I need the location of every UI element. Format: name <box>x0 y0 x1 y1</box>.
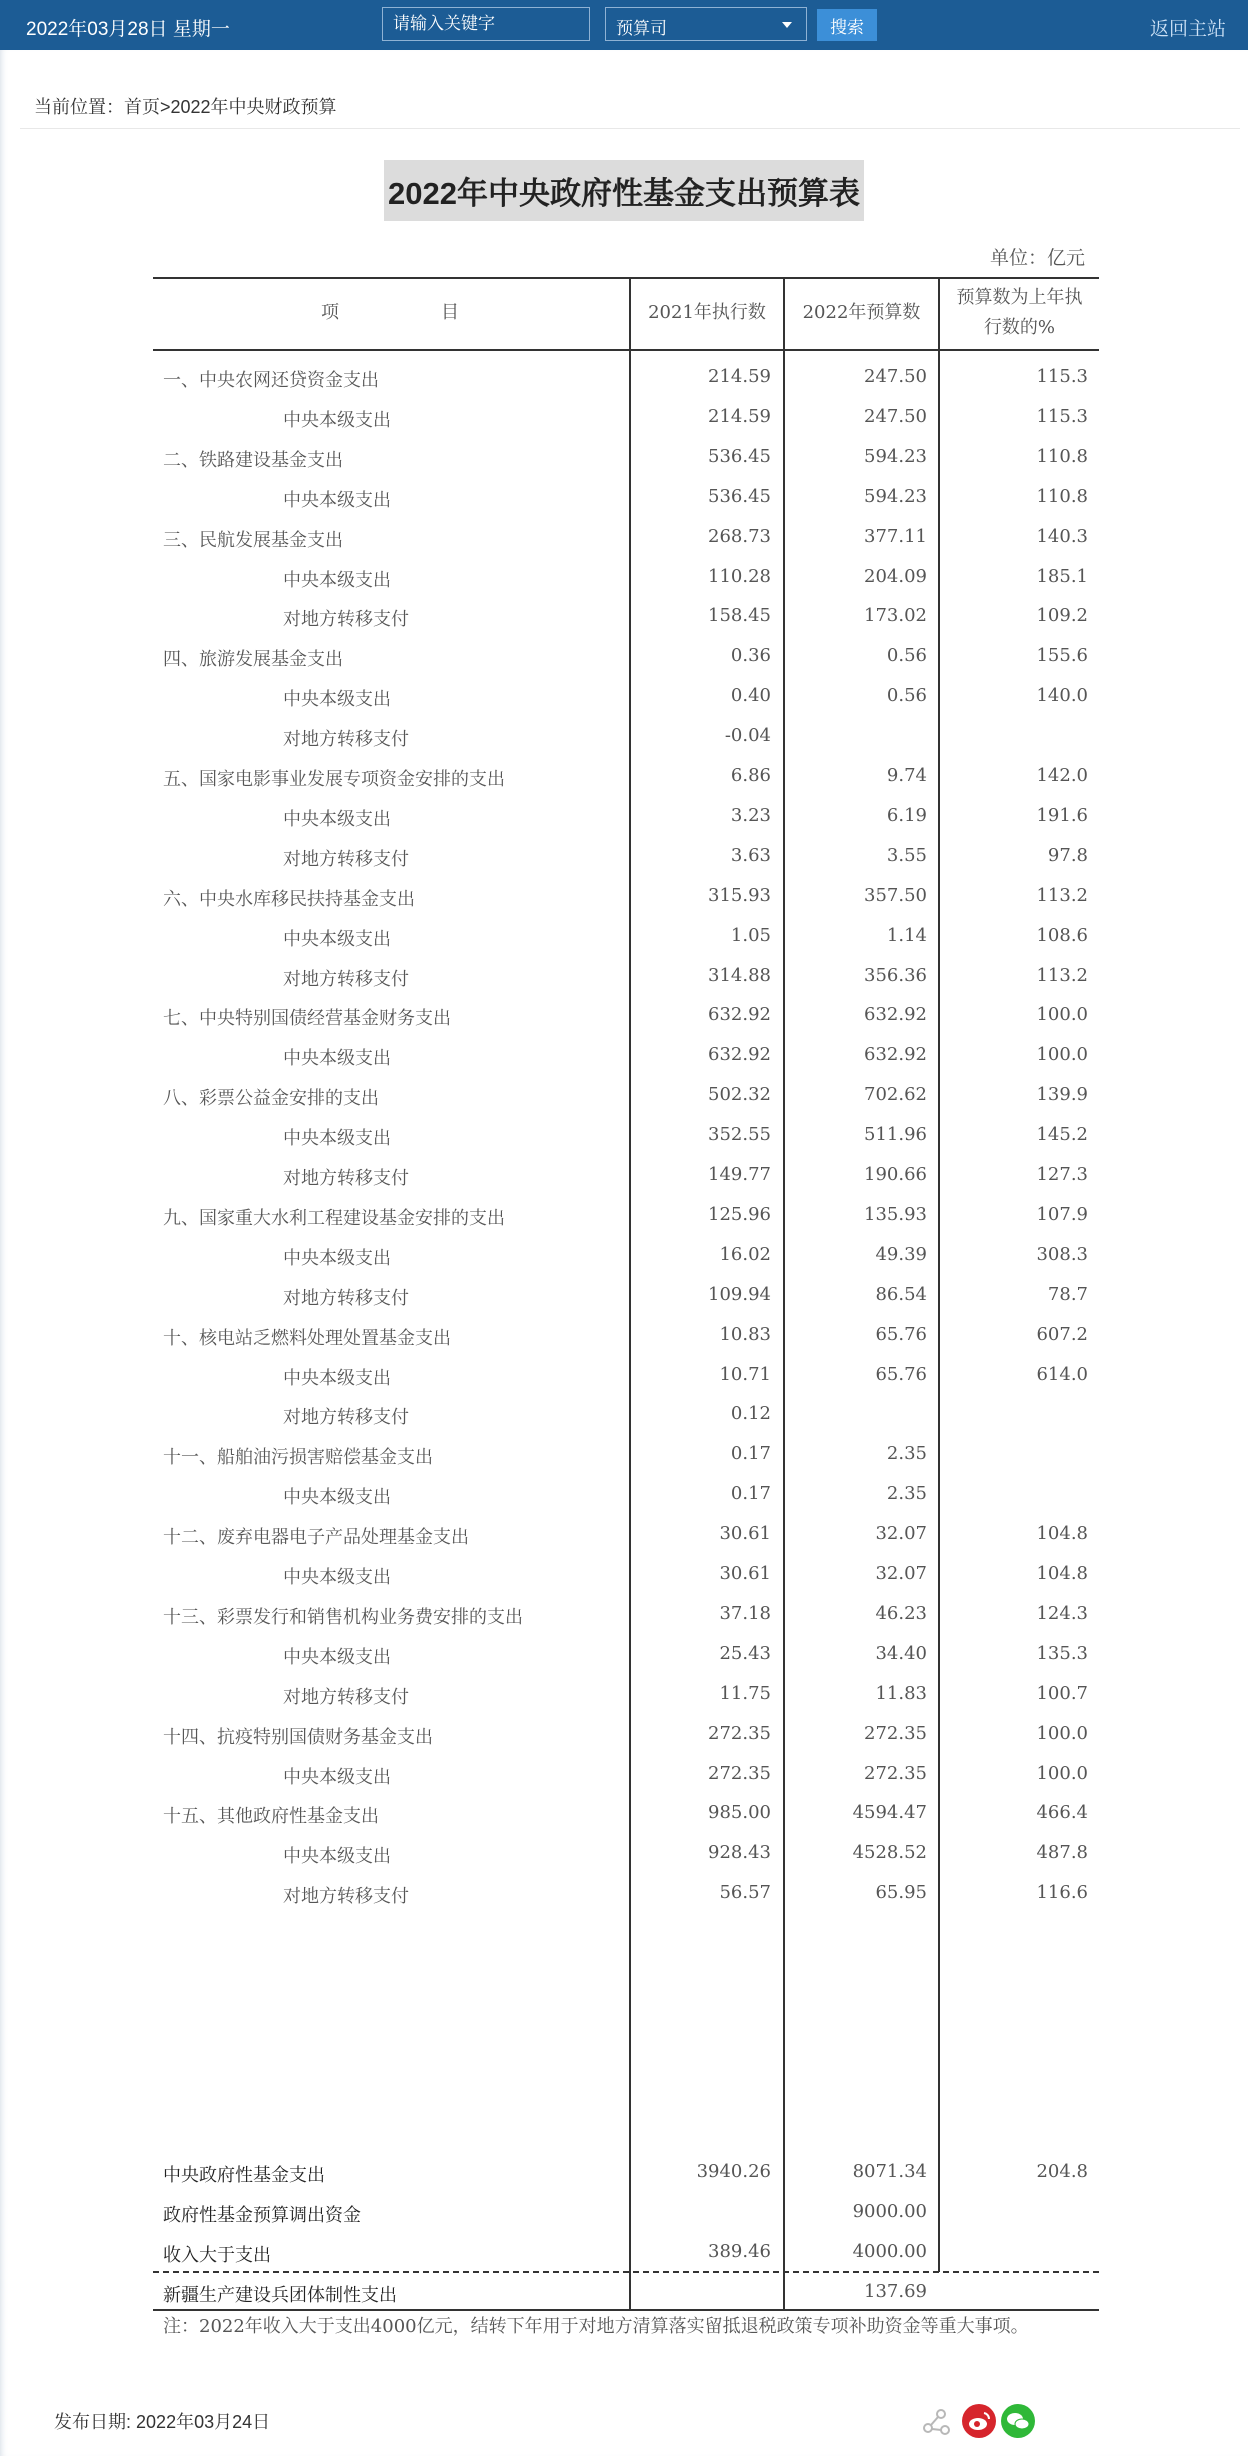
row-value: 173.02 <box>864 605 927 627</box>
summary-value: 9000.00 <box>852 2201 927 2222</box>
row-value: 272.35 <box>708 1722 771 1744</box>
row-value: 110.8 <box>1036 485 1088 507</box>
row-label: 中央本级支出 <box>283 409 391 431</box>
row-value: 0.56 <box>886 685 927 707</box>
row-value: 10.83 <box>719 1323 771 1345</box>
row-value: 536.45 <box>708 485 771 507</box>
row-value: 46.23 <box>875 1602 927 1624</box>
row-label: 中央本级支出 <box>283 1487 391 1509</box>
return-home-link[interactable]: 返回主站 <box>1149 19 1226 40</box>
row-value: 0.17 <box>730 1483 771 1505</box>
row-value: 145.2 <box>1036 1124 1088 1146</box>
table-row <box>153 1316 1099 1356</box>
row-value: 0.17 <box>730 1443 771 1465</box>
table-row <box>153 1595 1099 1635</box>
row-label: 十三、彩票发行和销售机构业务费安排的支出 <box>163 1606 523 1628</box>
row-value: 25.43 <box>719 1642 771 1664</box>
row-value: 140.3 <box>1036 525 1088 547</box>
breadcrumb-separator: > <box>160 97 171 117</box>
row-value: 109.2 <box>1036 605 1088 627</box>
row-label: 中央本级支出 <box>283 1128 391 1150</box>
row-label: 十二、废弃电器电子产品处理基金支出 <box>163 1527 469 1549</box>
row-label: 四、旅游发展基金支出 <box>163 649 343 671</box>
row-value: 142.0 <box>1036 765 1088 786</box>
row-value: 1.05 <box>730 924 771 946</box>
table-subrow <box>153 917 1099 957</box>
breadcrumb-label: 当前位置： <box>34 97 124 117</box>
row-value: 104.8 <box>1036 1563 1088 1584</box>
row-value: 65.95 <box>875 1882 927 1904</box>
summary-label: 收入大于支出 <box>163 2245 271 2265</box>
row-value: 100.7 <box>1036 1682 1088 1704</box>
row-value: 97.8 <box>1047 844 1088 866</box>
row-value: 3.63 <box>730 844 771 866</box>
summary-label: 新疆生产建设兵团体制性支出 <box>163 2285 397 2305</box>
summary-value: 8071.34 <box>852 2161 927 2182</box>
table-row <box>153 518 1099 558</box>
row-value: 308.3 <box>1036 1243 1088 1265</box>
row-label: 中央本级支出 <box>283 1367 391 1389</box>
row-value: 107.9 <box>1036 1203 1088 1225</box>
row-value: 4528.52 <box>852 1842 927 1864</box>
row-value: 6.86 <box>730 765 771 786</box>
row-value: 214.59 <box>708 405 771 427</box>
summary-value: 3940.26 <box>696 2161 771 2182</box>
row-value: 11.83 <box>875 1682 927 1704</box>
row-value: 632.92 <box>708 1044 771 1066</box>
table-row <box>153 996 1099 1036</box>
table-subrow <box>153 1395 1099 1435</box>
row-value: 357.50 <box>864 884 927 906</box>
summary-row <box>153 2233 1099 2273</box>
row-value: 135.3 <box>1036 1642 1088 1664</box>
row-label: 五、国家电影事业发展专项资金安排的支出 <box>163 769 505 790</box>
table-row <box>153 1515 1099 1555</box>
row-value: 702.62 <box>864 1084 927 1106</box>
table-header-border <box>153 349 1099 351</box>
row-value: 9.74 <box>886 765 927 786</box>
header-percent <box>940 277 1099 349</box>
row-value: 0.40 <box>730 685 771 707</box>
table-subrow <box>153 677 1099 717</box>
row-label: 三、民航发展基金支出 <box>163 529 343 551</box>
row-label: 中央本级支出 <box>283 1846 391 1868</box>
row-value: 3.23 <box>730 804 771 826</box>
row-value: 185.1 <box>1036 565 1088 587</box>
row-value: 116.6 <box>1036 1882 1088 1904</box>
table-subrow <box>153 1874 1099 1914</box>
publish-date-value: 2022年03月24日 <box>136 2412 271 2432</box>
row-value: 985.00 <box>708 1802 771 1824</box>
row-value: 466.4 <box>1036 1802 1088 1824</box>
row-value: 315.93 <box>708 884 771 906</box>
row-label: 七、中央特别国债经营基金财务支出 <box>163 1008 451 1030</box>
search-button[interactable]: 搜索 <box>817 9 877 41</box>
row-label: 中央本级支出 <box>283 1048 391 1070</box>
title-wrap <box>0 160 1248 221</box>
row-value: 204.09 <box>864 565 927 587</box>
breadcrumb-current-link[interactable]: 2022年中央财政预算 <box>170 97 337 117</box>
row-label: 六、中央水库移民扶持基金支出 <box>163 888 415 910</box>
breadcrumb-divider <box>20 128 1240 129</box>
header-percent-line2: 行数的% <box>983 317 1056 338</box>
table-subrow <box>153 797 1099 837</box>
row-value: 2.35 <box>886 1443 927 1465</box>
row-value: 247.50 <box>864 366 927 387</box>
row-value: 158.45 <box>708 605 771 627</box>
row-label: 对地方转移支付 <box>283 1686 409 1708</box>
row-value: 0.56 <box>886 645 927 667</box>
row-value: 272.35 <box>864 1762 927 1784</box>
row-value: 65.76 <box>875 1323 927 1345</box>
row-label: 九、国家重大水利工程建设基金安排的支出 <box>163 1207 505 1229</box>
row-value: 113.2 <box>1036 884 1088 906</box>
row-value: 108.6 <box>1036 924 1088 946</box>
row-value: 632.92 <box>708 1004 771 1026</box>
row-value: 149.77 <box>708 1164 771 1185</box>
row-value: 190.66 <box>864 1164 927 1185</box>
row-value: 11.75 <box>719 1682 771 1704</box>
chevron-down-icon <box>782 22 792 28</box>
row-value: 352.55 <box>708 1124 771 1146</box>
row-label: 中央本级支出 <box>283 1567 391 1588</box>
row-value: 0.36 <box>730 645 771 667</box>
row-value: 247.50 <box>864 405 927 427</box>
table-row <box>153 438 1099 478</box>
row-value: 110.8 <box>1036 445 1088 467</box>
row-value: 502.32 <box>708 1084 771 1106</box>
row-value: 32.07 <box>875 1523 927 1545</box>
department-select[interactable] <box>605 7 807 41</box>
table-subrow <box>153 1755 1099 1795</box>
row-value: 928.43 <box>708 1842 771 1864</box>
row-value: 594.23 <box>864 485 927 507</box>
row-value: 16.02 <box>719 1243 771 1265</box>
header-item: 项 目 <box>321 302 461 323</box>
row-value: 594.23 <box>864 445 927 467</box>
wechat-icon[interactable] <box>1001 2404 1035 2438</box>
table-row <box>153 1196 1099 1236</box>
row-label: 中央本级支出 <box>283 1247 391 1269</box>
search-input[interactable] <box>382 7 590 41</box>
table-subrow <box>153 478 1099 518</box>
page-title: 2022年中央政府性基金支出预算表 <box>384 160 864 221</box>
department-select-value: 预算司 <box>616 19 667 38</box>
row-label: 对地方转移支付 <box>283 968 409 990</box>
row-value: 125.96 <box>708 1203 771 1225</box>
table-subrow <box>153 957 1099 997</box>
summary-value: 389.46 <box>708 2241 771 2262</box>
row-value: 140.0 <box>1036 685 1088 707</box>
summary-value: 4000.00 <box>852 2241 927 2262</box>
table-subrow <box>153 717 1099 757</box>
table-subrow <box>153 1116 1099 1156</box>
table-subrow <box>153 398 1099 438</box>
row-label: 对地方转移支付 <box>283 1407 409 1429</box>
unit-label: 单位：亿元 <box>990 247 1086 269</box>
table-subrow <box>153 1675 1099 1715</box>
row-value: 78.7 <box>1047 1283 1088 1305</box>
table-subrow <box>153 1236 1099 1276</box>
header-percent-line1: 预算数为上年执 <box>956 287 1083 308</box>
row-value: 110.28 <box>708 565 771 587</box>
row-value: 272.35 <box>864 1722 927 1744</box>
table-subrow <box>153 1156 1099 1196</box>
row-value: 536.45 <box>708 445 771 467</box>
row-label: 十四、抗疫特别国债财务基金支出 <box>163 1726 433 1748</box>
row-label: 中央本级支出 <box>283 1766 391 1788</box>
summary-value: 204.8 <box>1036 2161 1088 2182</box>
summary-row <box>153 2193 1099 2233</box>
row-value: 155.6 <box>1036 645 1088 667</box>
row-label: 中央本级支出 <box>283 1646 391 1668</box>
row-label: 二、铁路建设基金支出 <box>163 449 343 471</box>
table-subrow <box>153 1834 1099 1874</box>
row-label: 十五、其他政府性基金支出 <box>163 1806 379 1828</box>
row-value: 272.35 <box>708 1762 771 1784</box>
table-subrow <box>153 1036 1099 1076</box>
row-label: 对地方转移支付 <box>283 609 409 631</box>
row-value: 632.92 <box>864 1004 927 1026</box>
table-row <box>153 637 1099 677</box>
table-subrow <box>153 1276 1099 1316</box>
row-value: 135.93 <box>864 1203 927 1225</box>
summary-label: 政府性基金预算调出资金 <box>163 2205 361 2225</box>
row-value: 30.61 <box>719 1563 771 1584</box>
top-bar <box>0 0 1248 50</box>
summary-row <box>153 2153 1099 2193</box>
row-label: 对地方转移支付 <box>283 1886 409 1908</box>
table-row <box>153 1715 1099 1755</box>
row-value: 632.92 <box>864 1044 927 1066</box>
row-value: 100.0 <box>1036 1004 1088 1026</box>
row-value: 314.88 <box>708 964 771 986</box>
row-value: 34.40 <box>875 1642 927 1664</box>
row-value: 356.36 <box>864 964 927 986</box>
row-value: 37.18 <box>719 1602 771 1624</box>
row-value: 104.8 <box>1036 1523 1088 1545</box>
summary-value: 137.69 <box>864 2281 927 2302</box>
row-value: 124.3 <box>1036 1602 1088 1624</box>
publish-date <box>54 2408 270 2434</box>
row-value: -0.04 <box>724 725 771 747</box>
row-value: 127.3 <box>1036 1164 1088 1185</box>
row-value: 32.07 <box>875 1563 927 1584</box>
row-value: 49.39 <box>875 1243 927 1265</box>
row-value: 3.55 <box>886 844 927 866</box>
header-2022-budget: 2022年预算数 <box>802 302 921 323</box>
row-value: 2.35 <box>886 1483 927 1505</box>
current-date: 2022年03月28日 星期一 <box>26 19 230 40</box>
table-subrow <box>153 558 1099 598</box>
row-value: 6.19 <box>886 804 927 826</box>
table-row <box>153 757 1099 797</box>
table-subrow <box>153 1475 1099 1515</box>
table-subrow <box>153 1356 1099 1396</box>
row-value: 377.11 <box>864 525 927 547</box>
row-label: 十一、船舶油污损害赔偿基金支出 <box>163 1447 433 1469</box>
row-value: 607.2 <box>1036 1323 1088 1345</box>
row-label: 中央本级支出 <box>283 808 391 830</box>
row-label: 中央本级支出 <box>283 489 391 511</box>
row-label: 对地方转移支付 <box>283 729 409 751</box>
table-subrow <box>153 597 1099 637</box>
row-value: 1.14 <box>886 924 927 946</box>
row-value: 109.94 <box>708 1283 771 1305</box>
row-value: 614.0 <box>1036 1363 1088 1385</box>
row-value: 115.3 <box>1036 405 1088 427</box>
table-row <box>153 1794 1099 1834</box>
summary-row <box>153 2273 1099 2313</box>
row-label: 中央本级支出 <box>283 928 391 950</box>
table-subrow <box>153 837 1099 877</box>
row-value: 139.9 <box>1036 1084 1088 1106</box>
row-value: 487.8 <box>1036 1842 1088 1864</box>
row-label: 一、中央农网还贷资金支出 <box>163 370 379 391</box>
table-row <box>153 877 1099 917</box>
breadcrumb <box>34 93 337 119</box>
summary-label: 中央政府性基金支出 <box>163 2165 325 2185</box>
row-value: 30.61 <box>719 1523 771 1545</box>
row-value: 65.76 <box>875 1363 927 1385</box>
row-value: 100.0 <box>1036 1722 1088 1744</box>
breadcrumb-home-link[interactable]: 首页 <box>124 97 160 117</box>
weibo-icon[interactable] <box>962 2404 996 2438</box>
table-row <box>153 1076 1099 1116</box>
row-value: 10.71 <box>719 1363 771 1385</box>
row-label: 对地方转移支付 <box>283 848 409 870</box>
table-row <box>153 358 1099 398</box>
publish-date-label: 发布日期: <box>54 2412 132 2432</box>
header-2021-actual: 2021年执行数 <box>648 302 766 323</box>
row-value: 191.6 <box>1036 804 1088 826</box>
row-value: 511.96 <box>864 1124 927 1146</box>
row-value: 4594.47 <box>852 1802 927 1824</box>
row-value: 113.2 <box>1036 964 1088 986</box>
row-label: 八、彩票公益金安排的支出 <box>163 1088 379 1110</box>
row-value: 56.57 <box>719 1882 771 1904</box>
table-subrow <box>153 1635 1099 1675</box>
share-icon[interactable] <box>919 2404 953 2438</box>
row-label: 十、核电站乏燃料处理处置基金支出 <box>163 1327 451 1349</box>
table-row <box>153 1435 1099 1475</box>
row-value: 0.12 <box>730 1403 771 1425</box>
row-value: 214.59 <box>708 366 771 387</box>
row-label: 对地方转移支付 <box>283 1287 409 1309</box>
row-value: 86.54 <box>875 1283 927 1305</box>
table-subrow <box>153 1555 1099 1595</box>
row-value: 268.73 <box>708 525 771 547</box>
row-label: 对地方转移支付 <box>283 1168 409 1189</box>
row-label: 中央本级支出 <box>283 689 391 711</box>
row-value: 100.0 <box>1036 1044 1088 1066</box>
row-value: 115.3 <box>1036 366 1088 387</box>
row-label: 中央本级支出 <box>283 569 391 591</box>
footnote: 注：2022年收入大于支出4000亿元，结转下年用于对地方清算落实留抵退税政策专项补助资金等重大事项。 <box>163 2316 1029 2337</box>
row-value: 100.0 <box>1036 1762 1088 1784</box>
